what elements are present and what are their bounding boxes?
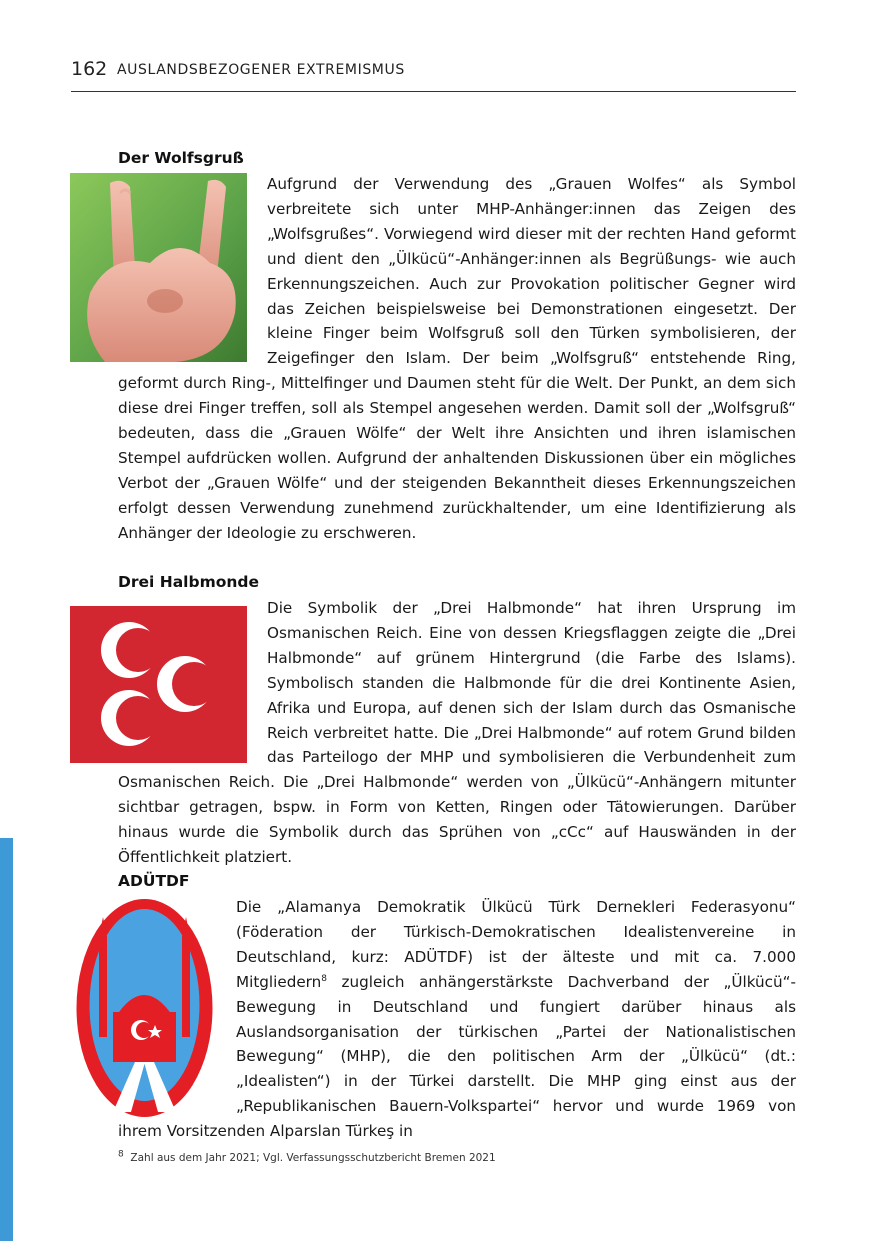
footnote (118, 1149, 496, 1164)
section-text-adutdf-part2: zugleich anhängerstärkste Dachverband der „Ülkücü“-Bewegung in Deutschland und fungiert darüber hinaus als Auslandsorganisation der türkischen „Partei der Nationalistischen Bewegung“ (MHP), die den politischen Arm der „Ülkücü“ (dt.: „Idealisten“) in der Türkei darstellt. Die MHP ging einst aus der „Republikanischen Bauern-Volkspartei“ hervor und wurde 1969 von ihrem Vorsitzenden Alparslan Türkeş in (118, 972, 796, 1141)
section-body-wolfsgruss (118, 172, 796, 546)
page-number: 162 (71, 58, 108, 80)
section-title-wolfsgruss: Der Wolfsgruß (118, 149, 244, 167)
wolf-salute-hand-photo (70, 173, 247, 362)
section-text-adutdf-part1: Die „Alamanya Demokratik Ülkücü Türk Dernekleri Federasyonu“ (Föderation der Türkisch-Demokratischen Idealistenvereine in Deutschland, kurz: ADÜTDF) ist der älteste und mit ca. 7.000 Mitgliedern (236, 898, 796, 991)
page-edge-tab (0, 838, 13, 1241)
section-title-halbmonde: Drei Halbmonde (118, 573, 260, 591)
footnote-ref: 8 (321, 973, 328, 984)
footnote-text: Zahl aus dem Jahr 2021; Vgl. Verfassungsschutzbericht Bremen 2021 (130, 1152, 496, 1164)
section-text-halbmonde: Die Symbolik der „Drei Halbmonde“ hat ihren Ursprung im Osmanischen Reich. Eine von dessen Kriegsflaggen zeigte die „Drei Halbmonde“ auf grünem Hintergrund (die Farbe des Islams). Symbolisch standen die Halbmonde für die drei Kontinente Asien, Afrika und Europa, auf denen sich der Islam durch das Osmanische Reich verbreitet hatte. Die „Drei Halbmonde“ auf rotem Grund bilden das Parteilogo der MHP und symbolisieren die Verbundenheit zum Osmanischen Reich. Die „Drei Halbmonde“ werden von „Ülkücü“-Anhängern mitunter sichtbar getragen, bspw. in Form von Ketten, Ringen oder Tätowierungen. Darüber hinaus wurde die Symbolik durch das Sprühen von „cCc“ auf Hauswänden in der Öffentlichkeit platziert. (118, 599, 796, 867)
three-crescents-flag (70, 606, 247, 763)
footnote-mark: 8 (118, 1149, 124, 1160)
section-body-halbmonde (118, 596, 796, 870)
section-body-adutdf (118, 895, 796, 1144)
section-title-adutdf: ADÜTDF (118, 872, 190, 890)
running-title: AUSLANDSBEZOGENER EXTREMISMUS (117, 62, 405, 78)
section-text-wolfsgruss: Aufgrund der Verwendung des „Grauen Wolfes“ als Symbol verbreitete sich unter MHP-Anhänger:innen das Zeigen des „Wolfsgrußes“. Vorwiegend wird dieser mit der rechten Hand geformt und dient den „Ülkücü“-Anhänger:innen als Begrüßungs- wie auch Erkennungszeichen. Auch zur Provokation politischer Gegner wird das Zeichen beispielsweise bei Demonstrationen eingesetzt. Der kleine Finger beim Wolfsgruß soll den Türken symbolisieren, der Zeigefinger den Islam. Der beim „Wolfsgruß“ entstehende Ring, geformt durch Ring-, Mittelfinger und Daumen steht für die Welt. Der Punkt, an dem sich diese drei Finger treffen, soll als Stempel angesehen werden. Damit soll der „Wolfsgruß“ bedeuten, dass die „Grauen Wölfe“ der Welt ihre Ansichten und ihren islamischen Stempel aufdrücken wollen. Aufgrund der anhaltenden Diskussionen über ein mögliches Verbot der „Grauen Wölfe“ und der steigenden Bekanntheit dieses Erkennungszeichen erfolgt dessen Verwendung zunehmend zurückhaltender, um eine Identifizierung als Anhänger der Ideologie zu erschweren. (118, 175, 796, 542)
adutdf-logo (75, 897, 214, 1119)
page-header (71, 55, 796, 92)
